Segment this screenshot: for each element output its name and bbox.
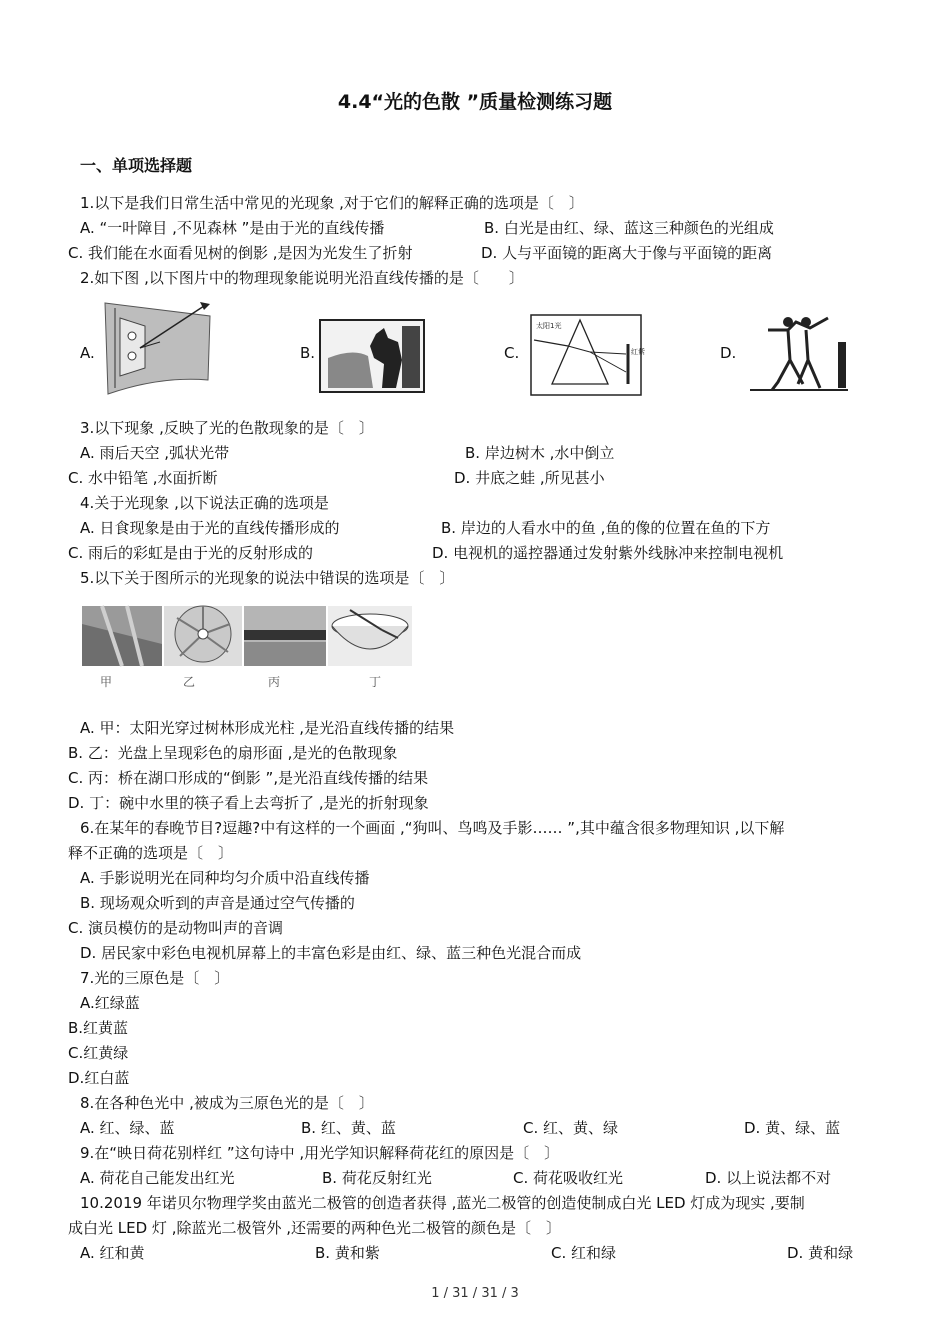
question-7-option-c[interactable]: C.红黄绿 <box>68 1044 129 1062</box>
question-8-option-a[interactable]: A. 红、绿、蓝 <box>80 1119 175 1137</box>
question-2-option-c[interactable]: C. <box>504 344 520 362</box>
question-10-option-a[interactable]: A. 红和黄 <box>80 1244 145 1262</box>
question-9-option-d[interactable]: D. 以上说法都不对 <box>705 1169 832 1187</box>
question-7-option-b[interactable]: B.红黄蓝 <box>68 1019 129 1037</box>
question-6-stem: 6.在某年的春晚节目?逗趣?中有这样的一个画面 ,“狗叫、鸟鸣及手影…… ”,其中蕴含很多物理知识 ,以下解 <box>80 819 785 837</box>
question-2-option-b[interactable]: B. <box>300 344 316 362</box>
question-10-option-c[interactable]: C. 红和绿 <box>551 1244 617 1262</box>
caption-ding: 丁 <box>369 675 382 689</box>
question-10-stem: 10.2019 年诺贝尔物理学奖由蓝光二极管的创造者获得 ,蓝光二极管的创造使制成白光 LED 灯成为现实 ,要制 <box>80 1194 805 1212</box>
question-10-stem-cont: 成白光 LED 灯 ,除蓝光二极管外 ,还需要的两种色光二极管的颜色是〔 〕 <box>68 1219 561 1237</box>
question-6-option-d[interactable]: D. 居民家中彩色电视机屏幕上的丰富色彩是由红、绿、蓝三种色光混合而成 <box>80 944 582 962</box>
question-6-option-a[interactable]: A. 手影说明光在同种均匀介质中沿直线传播 <box>80 869 370 887</box>
question-5-option-a[interactable]: A. 甲：太阳光穿过树林形成光柱 ,是光沿直线传播的结果 <box>80 719 455 737</box>
question-10-option-d[interactable]: D. 黄和绿 <box>787 1244 854 1262</box>
question-4-option-b[interactable]: B. 岸边的人看水中的鱼 ,鱼的像的位置在鱼的下方 <box>441 519 771 537</box>
question-8-stem: 8.在各种色光中 ,被成为三原色光的是〔 〕 <box>80 1094 374 1112</box>
question-9-stem: 9.在“映日荷花别样红 ”这句诗中 ,用光学知识解释荷花红的原因是〔 〕 <box>80 1144 560 1162</box>
question-2-option-a[interactable]: A. <box>80 344 95 362</box>
question-2-stem: 2.如下图 ,以下图片中的物理现象能说明光沿直线传播的是〔 〕 <box>80 269 524 287</box>
question-9-option-b[interactable]: B. 荷花反射红光 <box>322 1169 432 1187</box>
question-1-option-c[interactable]: C. 我们能在水面看见树的倒影 ,是因为光发生了折射 <box>68 244 413 262</box>
figure-prism <box>530 314 645 396</box>
prism-screen-label: 红紫 <box>631 348 645 356</box>
figure-pinhole <box>100 298 215 398</box>
question-3-option-d[interactable]: D. 井底之蛙 ,所见甚小 <box>454 469 605 487</box>
question-1-option-a[interactable]: A. “一叶障目 ,不见森林 ”是由于光的直线传播 <box>80 219 385 237</box>
question-7-option-d[interactable]: D.红白蓝 <box>68 1069 130 1087</box>
prism-sunlight-label: 太阳1光 <box>536 322 562 330</box>
figure-light-phenomena <box>82 604 414 692</box>
question-4-option-a[interactable]: A. 日食现象是由于光的直线传播形成的 <box>80 519 340 537</box>
question-1-option-b[interactable]: B. 白光是由红、绿、蓝这三种颜色的光组成 <box>484 219 774 237</box>
caption-yi: 乙 <box>183 675 196 689</box>
question-3-option-b[interactable]: B. 岸边树木 ,水中倒立 <box>465 444 615 462</box>
page-number: 1 / 31 / 31 / 3 <box>431 1286 519 1301</box>
question-3-option-c[interactable]: C. 水中铅笔 ,水面折断 <box>68 469 218 487</box>
question-4-stem: 4.关于光现象 ,以下说法正确的选项是 <box>80 494 329 512</box>
section-heading: 一、单项选择题 <box>80 156 193 175</box>
question-6-option-c[interactable]: C. 演员模仿的是动物叫声的音调 <box>68 919 284 937</box>
question-6-stem-cont: 释不正确的选项是〔 〕 <box>68 844 234 862</box>
question-4-option-c[interactable]: C. 雨后的彩虹是由于光的反射形成的 <box>68 544 314 562</box>
question-8-option-d[interactable]: D. 黄、绿、蓝 <box>744 1119 841 1137</box>
question-3-stem: 3.以下现象 ,反映了光的色散现象的是〔 〕 <box>80 419 374 437</box>
question-2-option-d[interactable]: D. <box>720 344 737 362</box>
question-5-option-b[interactable]: B. 乙：光盘上呈现彩色的扇形面 ,是光的色散现象 <box>68 744 398 762</box>
question-10-option-b[interactable]: B. 黄和紫 <box>315 1244 380 1262</box>
question-1-stem: 1.以下是我们日常生活中常见的光现象 ,对于它们的解释正确的选项是〔 〕 <box>80 194 584 212</box>
question-9-option-c[interactable]: C. 荷花吸收红光 <box>513 1169 624 1187</box>
question-8-option-b[interactable]: B. 红、黄、蓝 <box>301 1119 396 1137</box>
question-1-option-d[interactable]: D. 人与平面镜的距离大于像与平面镜的距离 <box>481 244 773 262</box>
question-5-option-c[interactable]: C. 丙：桥在湖口形成的“倒影 ”,是光沿直线传播的结果 <box>68 769 429 787</box>
question-5-option-d[interactable]: D. 丁：碗中水里的筷子看上去弯折了 ,是光的折射现象 <box>68 794 429 812</box>
question-3-option-a[interactable]: A. 雨后天空 ,弧状光带 <box>80 444 230 462</box>
question-5-stem: 5.以下关于图所示的光现象的说法中错误的选项是〔 〕 <box>80 569 455 587</box>
question-4-option-d[interactable]: D. 电视机的遥控器通过发射紫外线脉冲来控制电视机 <box>432 544 784 562</box>
question-9-option-a[interactable]: A. 荷花自己能发出红光 <box>80 1169 235 1187</box>
question-7-option-a[interactable]: A.红绿蓝 <box>80 994 140 1012</box>
question-8-option-c[interactable]: C. 红、黄、绿 <box>523 1119 619 1137</box>
question-6-option-b[interactable]: B. 现场观众听到的声音是通过空气传播的 <box>80 894 355 912</box>
figure-dancers <box>748 310 853 396</box>
question-7-stem: 7.光的三原色是〔 〕 <box>80 969 230 987</box>
page-title: 4.4“光的色散 ”质量检测练习题 <box>337 91 613 113</box>
figure-hand-shadow <box>318 318 426 394</box>
caption-bing: 丙 <box>268 675 281 689</box>
caption-jia: 甲 <box>100 675 113 689</box>
